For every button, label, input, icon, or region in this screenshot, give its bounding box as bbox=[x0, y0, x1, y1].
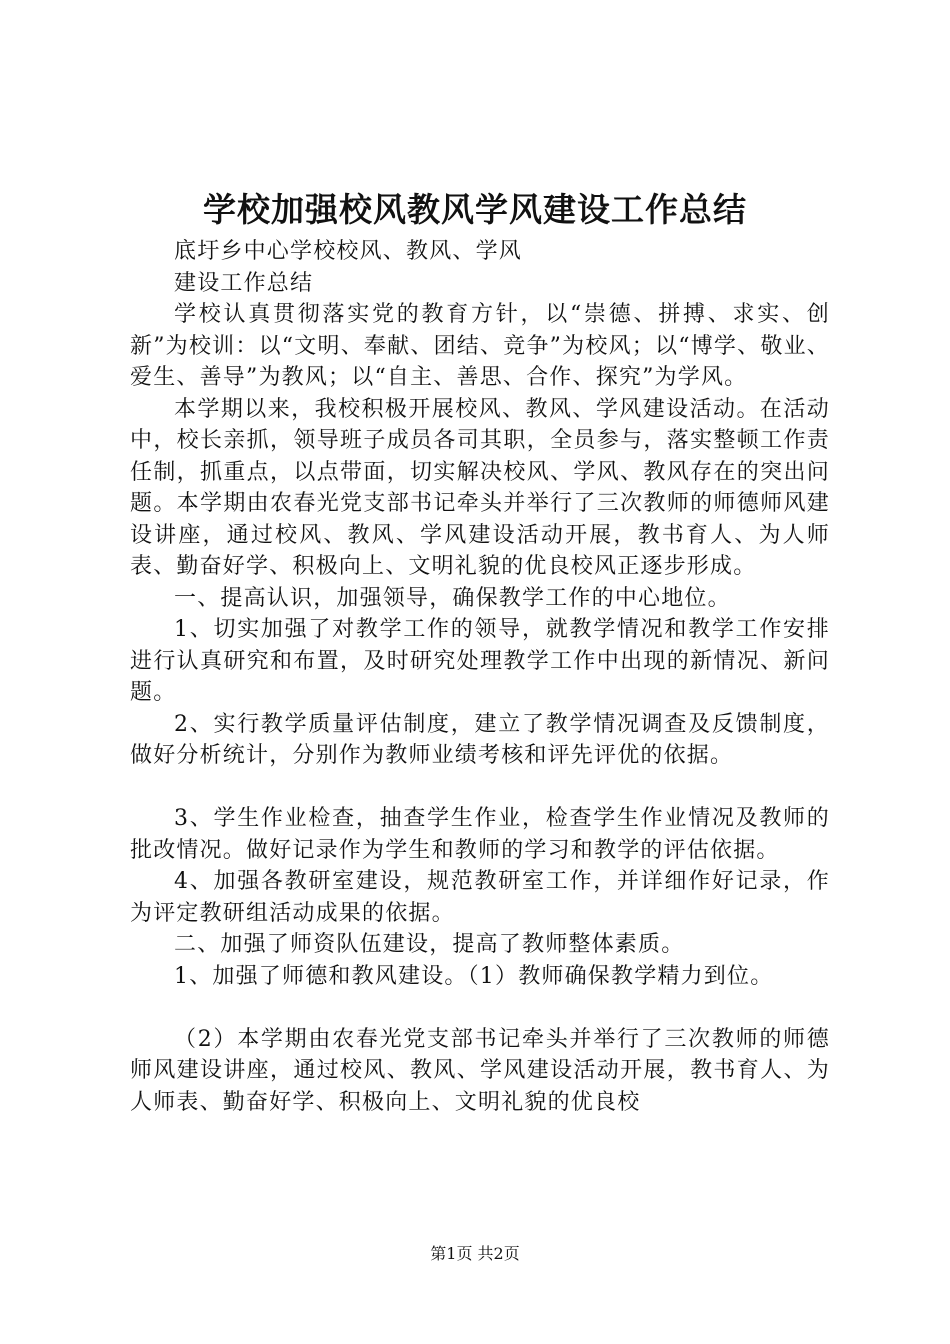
paragraph-item-2-1-2: （2）本学期由农春光党支部书记牵头并举行了三次教师的师德师风建设讲座，通过校风、教风、学风建设活动开展，教书育人、为人师表、勤奋好学、积极向上、文明礼貌的优良校 bbox=[130, 1026, 830, 1115]
page-number-footer: 第1页 共2页 bbox=[430, 1244, 520, 1263]
paragraph-item-2-1: 1、加强了师德和教风建设。（1）教师确保教学精力到位。 bbox=[174, 963, 774, 989]
document-body bbox=[130, 236, 830, 1118]
paragraph-item-1-2: 2、实行教学质量评估制度，建立了教学情况调查及反馈制度，做好分析统计，分别作为教师业绩考核和评先评优的依据。 bbox=[130, 711, 830, 768]
paragraph-activities: 本学期以来，我校积极开展校风、教风、学风建设活动。在活动中，校长亲抓，领导班子成员各司其职，全员参与，落实整顿工作责任制，抓重点，以点带面，切实解决校风、学风、教风存在的突出问题。本学期由农春光党支部书记牵头并举行了三次教师的师德师风建设讲座，通过校风、教风、学风建设活动开展，教书育人、为人师表、勤奋好学、积极向上、文明礼貌的优良校风正逐步形成。 bbox=[130, 396, 830, 579]
paragraph-section-2-heading: 二、加强了师资队伍建设，提高了教师整体素质。 bbox=[174, 932, 685, 957]
paragraph-item-1-4: 4、加强各教研室建设，规范教研室工作，并详细作好记录，作为评定教研组活动成果的依据。 bbox=[130, 869, 830, 926]
paragraph-item-1-1: 1、切实加强了对教学工作的领导，就教学情况和教学工作安排进行认真研究和布置，及时研究处理教学工作中出现的新情况、新问题。 bbox=[130, 617, 830, 705]
paragraph-subtitle: 建设工作总结 bbox=[174, 270, 314, 296]
paragraph-section-1-heading: 一、提高认识，加强领导，确保教学工作的中心地位。 bbox=[174, 585, 731, 611]
document-title: 学校加强校风教风学风建设工作总结 bbox=[203, 190, 747, 229]
paragraph-item-1-3: 3、学生作业检查，抽查学生作业，检查学生作业情况及教师的批改情况。做好记录作为学生和教师的学习和教学的评估依据。 bbox=[130, 806, 830, 863]
paragraph-school-name: 底圩乡中心学校校风、教风、学风 bbox=[174, 239, 523, 264]
paragraph-motto: 学校认真贯彻落实党的教育方针，以“崇德、拼搏、求实、创新”为校训：以“文明、奉献、团结、竞争”为校风；以“博学、敬业、爱生、善导”为教风；以“自主、善思、合作、探究”为学风。 bbox=[130, 302, 830, 390]
